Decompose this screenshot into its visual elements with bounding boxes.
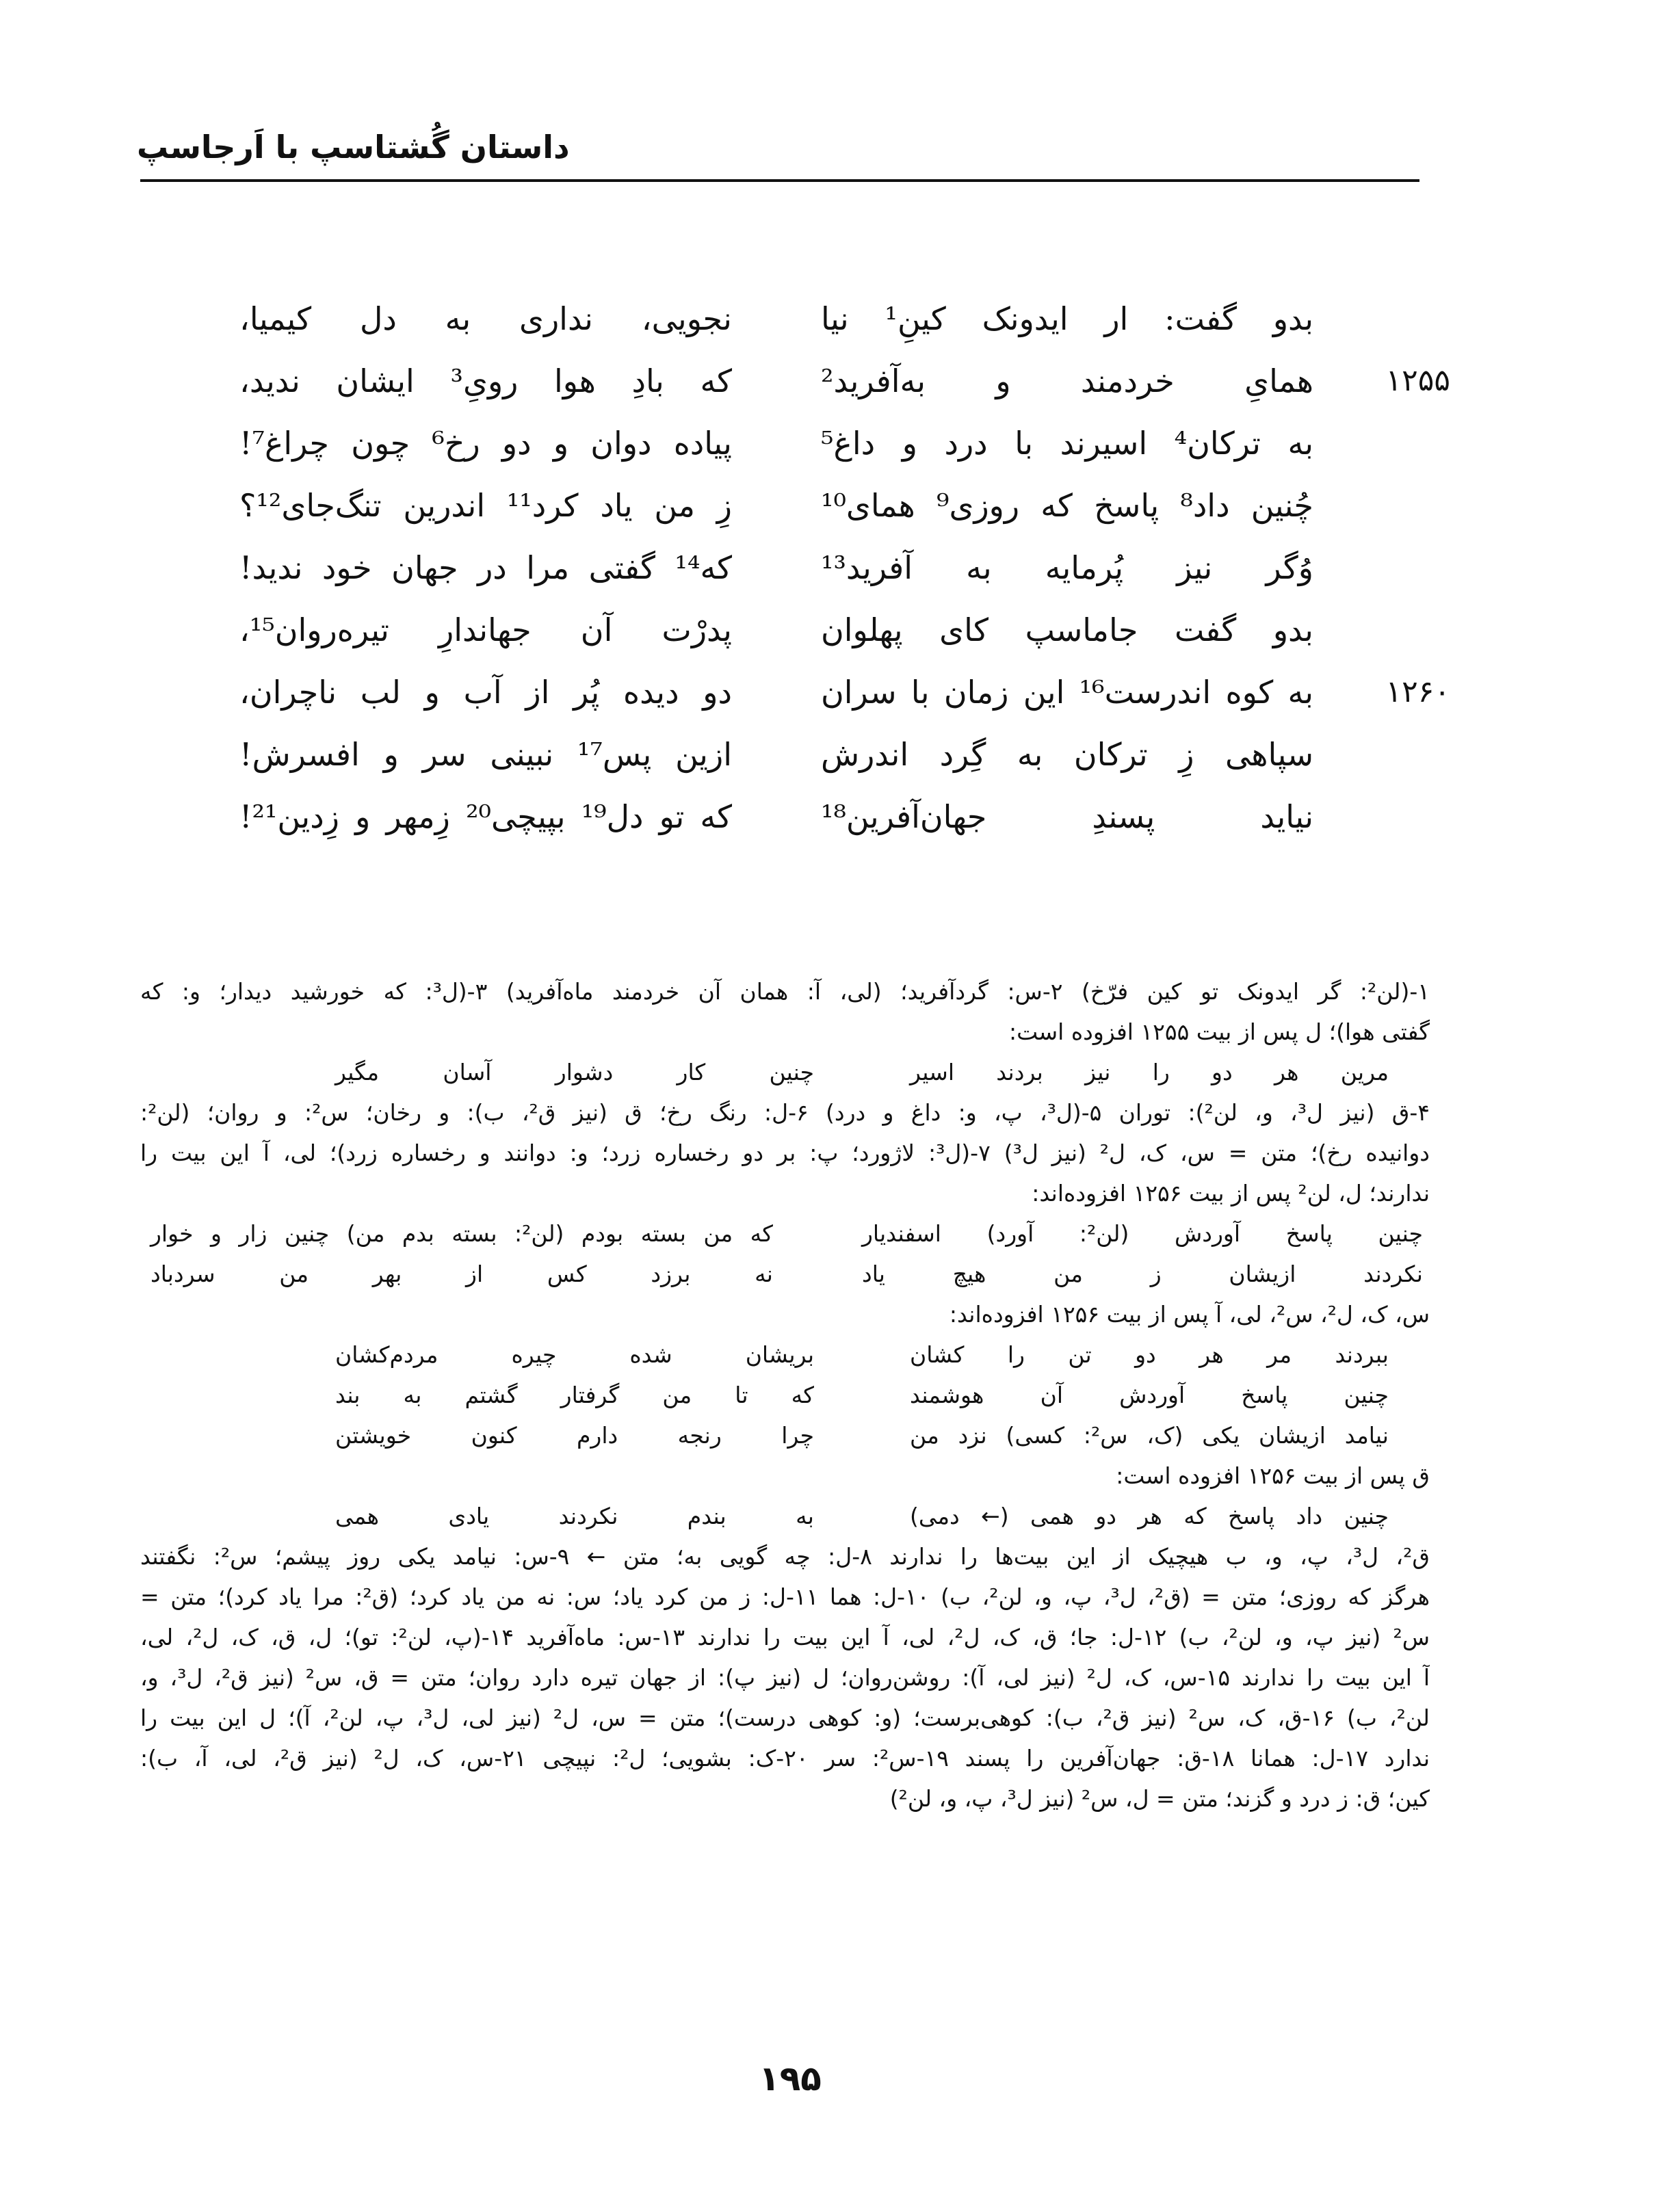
footnote-verse: [140, 1496, 1430, 1536]
footnote-line: ندارد ۱۷-ل: همانا ۱۸-ق: جهان‌آفرین را پسند ۱۹-س²: سر ۲۰-ک: بشویی؛ ل²: نپیچی ۲۱-س، ک، ل² (نیز ق²، لی، آ، ب):: [140, 1745, 1430, 1772]
footnotes: [140, 971, 1430, 1819]
hemistich-second: زِ من یاد کرد¹¹ اندرین تنگ‌جای¹²؟: [239, 486, 732, 524]
running-title: داستان گُشتاسپ با اَرجاسپ: [137, 129, 570, 166]
footnote-line: س² (نیز پ، و، لن²، ب) ۱۲-ل: جا؛ ق، ک، ل²، لی، آ این بیت را ندارند ۱۳-س: ماه‌آفرید ۱۴-(پ، لن²: تو)؛ ل، ق، ک، ل²، لی،: [140, 1624, 1430, 1650]
footnote-hemistich: ببردند مر هر دو تن را کشان: [910, 1341, 1389, 1368]
footnote-verse: [140, 1254, 1430, 1294]
page-number: ۱۹۵: [759, 2059, 822, 2098]
hemistich-first: بدو گفت: ار ایدونک کینِ¹ نیا: [821, 300, 1313, 337]
footnote-hemistich: چنین پاسخ آوردش (لن²: آورد) اسفندیار: [862, 1220, 1423, 1247]
hemistich-second: که بادِ هوا رویِ³ ایشان ندید،: [239, 362, 733, 399]
hemistich-first: به کوه اندرست¹⁶ این زمان با سران: [821, 673, 1313, 711]
hemistich-second: که تو دل¹⁹ بپیچی²⁰ زِمهر و زِدین²¹!: [239, 798, 732, 835]
couplet: [226, 661, 1450, 723]
couplet: [226, 598, 1402, 661]
footnote-line: لن²، ب) ۱۶-ق، ک، س² (نیز ق²، ب): کوهی‌برست؛ (و: کوهی درست)؛ متن = س، ل² (نیز لی، ل³، پ، لن²، آ)؛ ل این بیت را: [140, 1704, 1430, 1731]
footnote-line: ق²، ل³، پ، و، ب هیچیک از این بیت‌ها را ندارند ۸-ل: چه گویی به؛ متن ← ۹-س: نیامد یکی روز پیشم؛ س²: نگفتند: [140, 1543, 1430, 1570]
footnote-hemistich: به بندم نکردند یادی همی: [335, 1503, 814, 1529]
hemistich-second: که¹⁴ گفتی مرا در جهان خود ندید!: [239, 549, 732, 586]
footnote-hemistich: چنین پاسخ آوردش آن هوشمند: [910, 1382, 1389, 1408]
footnote-hemistich: نکردند ازیشان ز من هیچ یاد: [862, 1261, 1423, 1287]
footnote-verse: [140, 1334, 1430, 1375]
footnote-line: هرگز که روزی؛ متن = (ق²، ل³، پ، و، لن²، ب) ۱۰-ل: هما ۱۱-ل: ز من کرد یاد؛ س: نه من یاد کرد؛ (ق²: مرا یاد کرد)؛ متن =: [140, 1583, 1430, 1610]
hemistich-second: ازین پس¹⁷ نبینی سر و افسرش!: [239, 735, 732, 773]
verse-number: ۱۲۶۰: [1385, 674, 1450, 709]
footnote-hemistich: که من بسته بودم (لن²: بسته بدم من) چنین زار و خوار: [150, 1220, 773, 1247]
hemistich-first: بدو گفت جاماسپ کای پهلوان: [821, 611, 1313, 648]
couplet: [226, 536, 1402, 598]
couplet: [226, 474, 1402, 536]
footnote-hemistich: مرین هر دو را نیز بردند اسیر: [910, 1059, 1389, 1085]
footnote-line: س، ک، ل²، س²، لی، آ پس از بیت ۱۲۵۶ افزوده‌اند:: [949, 1301, 1430, 1328]
footnote-line: ق پس از بیت ۱۲۵۶ افزوده است:: [1116, 1462, 1430, 1489]
couplet: [226, 723, 1402, 785]
footnote-line: کین؛ ق: ز درد و گزند؛ متن = ل، س² (نیز ل³، پ، و، لن²): [889, 1785, 1430, 1812]
verse-block: [226, 287, 1450, 847]
hemistich-first: همایِ خردمند و به‌آفرید²: [821, 362, 1313, 399]
footnote-line: دوانیده رخ)؛ متن = س، ک، ل² (نیز ل³) ۷-(ل³: لاژورد؛ پ: بر دو رخساره زرد؛ و: دوانند و رخساره زرد)؛ لی، آ این بیت را: [140, 1140, 1430, 1166]
hemistich-first: وُگر نیز پُرمایه به آفرید¹³: [821, 549, 1313, 586]
footnote-line: ندارند؛ ل، لن² پس از بیت ۱۲۵۶ افزوده‌اند:: [1032, 1180, 1430, 1207]
footnote-hemistich: چنین کار دشوار آسان مگیر: [335, 1059, 814, 1085]
footnote-hemistich: نیامد ازیشان یکی (ک، س²: کسی) نزد من: [910, 1422, 1389, 1449]
hemistich-first: نیاید پسندِ جهان‌آفرین¹⁸: [821, 798, 1313, 835]
couplet: [226, 785, 1402, 847]
couplet: [226, 287, 1402, 350]
hemistich-second: نجویی، نداری به دل کیمیا،: [239, 300, 732, 337]
footnote-verse: [140, 1213, 1430, 1254]
footnote-verse: [140, 1052, 1430, 1092]
hemistich-first: سپاهی زِ ترکان به گِرد اندرش: [821, 735, 1313, 773]
header-rule: [140, 179, 1419, 182]
hemistich-second: پیاده دوان و دو رخ⁶ چون چراغ⁷!: [239, 424, 732, 462]
footnote-line: ۴-ق (نیز ل³، و، لن²): توران ۵-(ل³، پ، و: داغ و درد) ۶-ل: رنگ رخ؛ ق (نیز ق²، ب): و رخان؛ س²: و روان؛ (لن²:: [140, 1099, 1430, 1126]
verse-number: ۱۲۵۵: [1385, 363, 1450, 398]
footnote-line: گفتی هوا)؛ ل پس از بیت ۱۲۵۵ افزوده است:: [1009, 1018, 1430, 1045]
hemistich-second: دو دیده پُر از آب و لب ناچران،: [239, 673, 732, 711]
footnote-line: ۱-(لن²: گر ایدونک تو کین فرّخ) ۲-س: گردآفرید؛ (لی، آ: همان آن خردمند ماه‌آفرید) ۳-(ل³: که خورشید دیدار؛ و: که: [140, 978, 1430, 1005]
footnote-hemistich: چنین داد پاسخ که هر دو همی (← دمی): [910, 1503, 1389, 1529]
couplet: [226, 412, 1402, 474]
couplet: [226, 350, 1450, 412]
footnote-hemistich: نه برزد کس از بهر من سردباد: [150, 1261, 773, 1287]
footnote-hemistich: چرا رنجه دارم کنون خویشتن: [335, 1422, 814, 1449]
page-header: [137, 127, 1419, 168]
footnote-verse: [140, 1375, 1430, 1415]
footnote-hemistich: که تا من گرفتار گشتم به بند: [335, 1382, 814, 1408]
footnote-verse: [140, 1415, 1430, 1456]
footnote-line: آ این بیت را ندارند ۱۵-س، ک، ل² (نیز لی، آ): روشن‌روان؛ ل (نیز پ): از جهان تیره دارد روان؛ متن = ق، س² (نیز ق²، ل³، و،: [140, 1664, 1430, 1691]
hemistich-first: به ترکان⁴ اسیرند با درد و داغ⁵: [821, 424, 1314, 462]
hemistich-first: چُنین داد⁸ پاسخ که روزی⁹ همای¹⁰: [821, 486, 1313, 524]
hemistich-second: پدرْت آن جهاندارِ تیره‌روان¹⁵،: [239, 611, 732, 648]
footnote-hemistich: بریشان شده چیره مردم‌کشان: [335, 1341, 814, 1368]
